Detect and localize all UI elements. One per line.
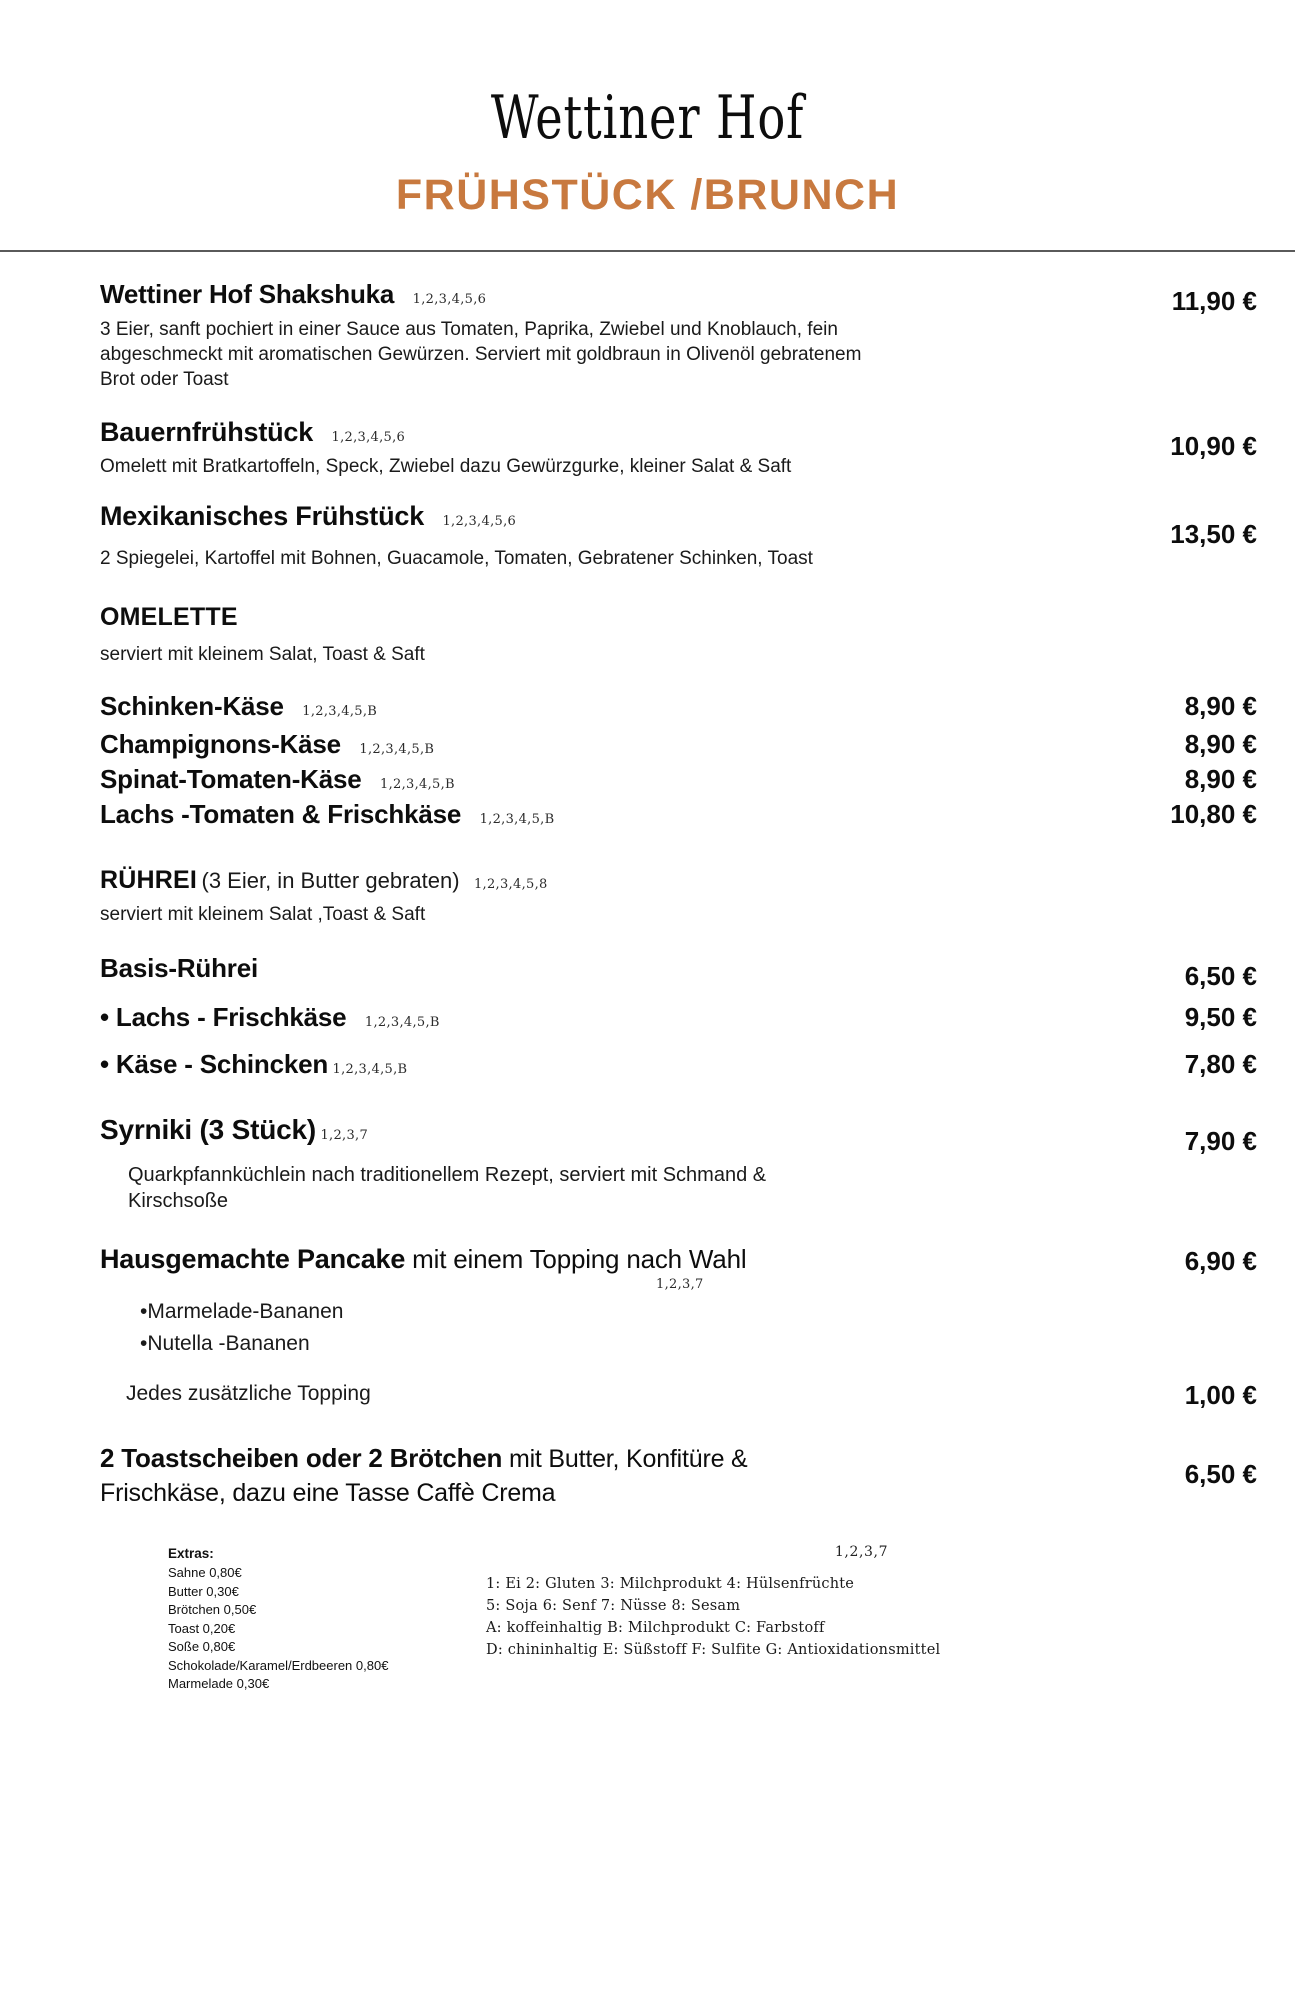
restaurant-logo: Wettiner Hof — [490, 83, 805, 153]
extras-item: Schokolade/Karamel/Erdbeeren 0,80€ — [168, 1657, 389, 1673]
extra-topping-price: 1,00 € — [1184, 1379, 1257, 1410]
extras-item: Brötchen 0,50€ — [168, 1602, 257, 1618]
header-divider — [0, 250, 1295, 252]
menu-item-extra-topping — [100, 1380, 1257, 1411]
allergen-codes: 1,2,3,4,5,B — [364, 1014, 440, 1030]
menu-item-lachs-tomaten-frischkaese — [100, 799, 1257, 830]
dish-name: Hausgemachte Pancake — [100, 1244, 406, 1275]
extra-topping-label: Jedes zusätzliche Topping — [126, 1381, 371, 1405]
section-subheading: serviert mit kleinem Salat ,Toast & Saft — [100, 903, 426, 925]
dish-price: 6,50 € — [1184, 960, 1257, 991]
pancake-option: •Marmelade-Bananen — [140, 1300, 344, 1324]
dish-name: Spinat-Tomaten-Käse — [100, 764, 362, 795]
section-subheading: serviert mit kleinem Salat, Toast & Saft — [100, 644, 425, 666]
extras-heading: Extras: — [168, 1546, 214, 1562]
dish-price: 13,50 € — [1170, 519, 1257, 550]
dish-name: • Käse - Schincken — [100, 1048, 329, 1079]
menu-item-pancake — [100, 1244, 1257, 1357]
allergen-codes: 1,2,3,7 — [320, 1127, 369, 1143]
allergen-legend-block — [468, 1544, 1255, 1661]
extras-item: Marmelade 0,30€ — [168, 1676, 270, 1692]
extras-item: Sahne 0,80€ — [168, 1565, 242, 1581]
section-omelette — [100, 603, 1257, 667]
menu-item-syrniki — [100, 1114, 1257, 1215]
dish-name: 2 Toastscheiben oder 2 Brötchen — [100, 1442, 503, 1473]
menu-item-shakshuka — [100, 279, 1257, 392]
section-heading: RÜHREI — [100, 866, 198, 895]
dish-name: Lachs -Tomaten & Frischkäse — [100, 799, 462, 830]
dish-description: Quarkpfannküchlein nach traditionellem Rezept, serviert mit Schmand & Kirschsoße — [128, 1163, 767, 1212]
menu-item-bauernfruehstueck — [100, 417, 1257, 479]
dish-name: Schinken-Käse — [100, 691, 284, 722]
dish-name: Champignons-Käse — [100, 729, 341, 760]
menu-content — [0, 279, 1295, 1510]
dish-description: 2 Spiegelei, Kartoffel mit Bohnen, Guacamole, Tomaten, Gebratener Schinken, Toast — [100, 548, 813, 570]
pancake-option: •Nutella -Bananen — [140, 1332, 310, 1356]
allergen-codes: 1,2,3,4,5,B — [380, 777, 455, 793]
allergen-codes: 1,2,3,4,5,6 — [412, 292, 487, 307]
dish-price: 7,90 € — [1184, 1125, 1257, 1156]
menu-item-champignons-kaese — [100, 729, 1257, 760]
allergen-codes: 1,2,3,4,5,B — [302, 704, 378, 720]
dish-name-suffix: mit einem Topping nach Wahl — [405, 1244, 747, 1275]
menu-item-kaese-schincken — [100, 1049, 1257, 1080]
menu-header — [0, 0, 1295, 217]
menu-item-lachs-frischkaese — [100, 1002, 1257, 1033]
allergen-codes: 1,2,3,4,5,8 — [473, 877, 548, 893]
dish-description: 3 Eier, sanft pochiert in einer Sauce aus Tomaten, Paprika, Zwiebel und Knoblauch, fein abgeschmeckt mit aromatischen Gewürzen. Serviert mit goldbraun in Olivenöl gebratenem Brot oder Toast — [100, 319, 862, 391]
dish-description: Omelett mit Bratkartoffeln, Speck, Zwiebel dazu Gewürzgurke, kleiner Salat & Saft — [100, 456, 792, 478]
menu-item-spinat-tomaten-kaese — [100, 764, 1257, 795]
legend-line: 1: Ei 2: Gluten 3: Milchprodukt 4: Hülsenfrüchte — [486, 1576, 855, 1593]
allergen-codes: 1,2,3,4,5,6 — [442, 514, 517, 530]
menu-item-basis-ruehrei — [100, 953, 1257, 992]
dish-price: 6,90 € — [1184, 1246, 1257, 1277]
dish-name-suffix: mit Butter, Konfitüre & Frischkäse, dazu eine Tasse Caffè Crema — [100, 1444, 748, 1507]
allergen-codes: 1,2,3,4,5,B — [359, 742, 435, 758]
extras-item: Butter 0,30€ — [168, 1583, 239, 1599]
extras-block — [168, 1544, 468, 1693]
dish-price: 6,50 € — [1184, 1458, 1257, 1489]
extras-item: Toast 0,20€ — [168, 1620, 236, 1636]
dish-price: 9,50 € — [1184, 1001, 1257, 1032]
dish-name: Wettiner Hof Shakshuka — [100, 279, 395, 309]
menu-footer — [0, 1544, 1295, 1693]
allergen-codes: 1,2,3,4,5,B — [332, 1061, 408, 1077]
menu-item-toastscheiben — [100, 1441, 1257, 1511]
section-heading-note: (3 Eier, in Butter gebraten) — [201, 868, 460, 894]
allergen-codes: 1,2,3,4,5,6 — [331, 430, 406, 446]
dish-price: 8,90 € — [1184, 691, 1257, 722]
dish-name: Bauernfrühstück — [100, 417, 314, 448]
menu-item-schinken-kaese — [100, 691, 1257, 722]
toast-allergen-codes: 1,2,3,7 — [834, 1544, 889, 1561]
menu-item-mexikanisches — [100, 501, 1257, 571]
dish-name: Basis-Rührei — [100, 952, 258, 983]
legend-line: D: chininhaltig E: Süßstoff F: Sulfite G: Antioxidationsmittel — [486, 1641, 941, 1658]
dish-price: 8,90 € — [1184, 729, 1257, 760]
dish-price: 7,80 € — [1184, 1048, 1257, 1079]
page-title: FRÜHSTÜCK /BRUNCH — [395, 171, 900, 219]
dish-name: • Lachs - Frischkäse — [100, 1001, 347, 1032]
section-ruehrei — [100, 866, 1257, 926]
dish-price: 10,90 € — [1170, 431, 1257, 462]
allergen-codes: 1,2,3,7 — [656, 1277, 704, 1293]
legend-line: 5: Soja 6: Senf 7: Nüsse 8: Sesam — [486, 1598, 741, 1615]
allergen-codes: 1,2,3,4,5,B — [479, 812, 555, 828]
extras-item: Soße 0,80€ — [168, 1639, 236, 1655]
dish-price: 11,90 € — [1171, 286, 1257, 316]
legend-line: A: koffeinhaltig B: Milchprodukt C: Farbstoff — [486, 1619, 825, 1636]
dish-name: Syrniki (3 Stück) — [100, 1113, 317, 1145]
dish-price: 10,80 € — [1170, 799, 1257, 830]
dish-price: 8,90 € — [1184, 764, 1257, 795]
section-heading: OMELETTE — [100, 603, 238, 632]
dish-name: Mexikanisches Frühstück — [100, 501, 425, 532]
